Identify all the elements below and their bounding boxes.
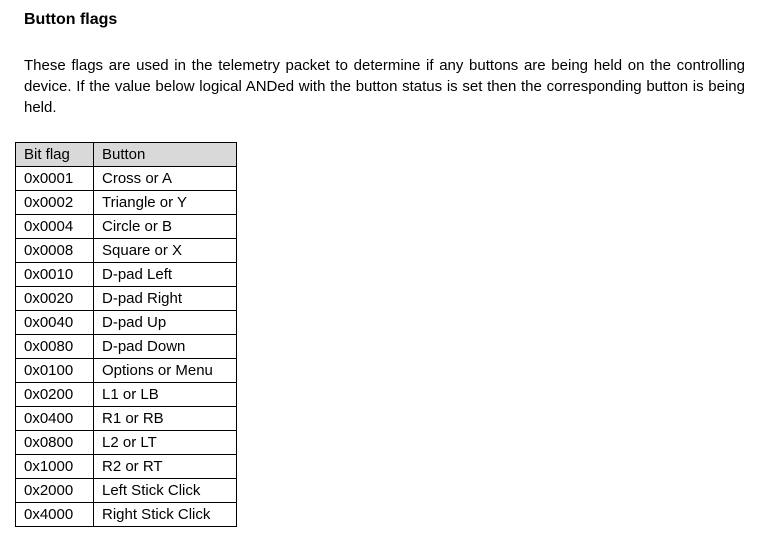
- bit-flag-cell: 0x0040: [16, 311, 94, 335]
- button-name-cell: D-pad Down: [94, 335, 237, 359]
- button-name-cell: Circle or B: [94, 215, 237, 239]
- button-name-cell: D-pad Right: [94, 287, 237, 311]
- button-name-cell: D-pad Up: [94, 311, 237, 335]
- bit-flag-cell: 0x0001: [16, 167, 94, 191]
- button-name-cell: Left Stick Click: [94, 479, 237, 503]
- table-row: [16, 335, 237, 359]
- button-flags-table: [15, 142, 237, 527]
- bit-flag-cell: 0x0002: [16, 191, 94, 215]
- bit-flag-cell: 0x0004: [16, 215, 94, 239]
- bit-flag-cell: 0x0100: [16, 359, 94, 383]
- bit-flag-cell: 0x0400: [16, 407, 94, 431]
- column-header-bit-flag: Bit flag: [16, 143, 94, 167]
- button-name-cell: Triangle or Y: [94, 191, 237, 215]
- table-row: [16, 263, 237, 287]
- button-name-cell: Cross or A: [94, 167, 237, 191]
- button-name-cell: Right Stick Click: [94, 503, 237, 527]
- table-row: [16, 383, 237, 407]
- button-name-cell: D-pad Left: [94, 263, 237, 287]
- table-header-row: [16, 143, 237, 167]
- bit-flag-cell: 0x0020: [16, 287, 94, 311]
- table-row: [16, 479, 237, 503]
- bit-flag-cell: 0x0200: [16, 383, 94, 407]
- bit-flag-cell: 0x0080: [16, 335, 94, 359]
- table-row: [16, 431, 237, 455]
- button-name-cell: L1 or LB: [94, 383, 237, 407]
- button-name-cell: Square or X: [94, 239, 237, 263]
- bit-flag-cell: 0x0010: [16, 263, 94, 287]
- table-row: [16, 191, 237, 215]
- bit-flag-cell: 0x1000: [16, 455, 94, 479]
- bit-flag-cell: 0x4000: [16, 503, 94, 527]
- table-row: [16, 287, 237, 311]
- button-name-cell: R2 or RT: [94, 455, 237, 479]
- table-row: [16, 239, 237, 263]
- table-row: [16, 407, 237, 431]
- table-row: [16, 311, 237, 335]
- table-row: [16, 359, 237, 383]
- table-row: [16, 215, 237, 239]
- button-name-cell: Options or Menu: [94, 359, 237, 383]
- table-row: [16, 455, 237, 479]
- table-row: [16, 167, 237, 191]
- button-name-cell: L2 or LT: [94, 431, 237, 455]
- table-row: [16, 503, 237, 527]
- description-paragraph: These flags are used in the telemetry packet to determine if any buttons are being held on the controlling device. If the value below logical ANDed with the button status is set then the corresponding button is being held.: [24, 57, 745, 116]
- column-header-button: Button: [94, 143, 237, 167]
- button-name-cell: R1 or RB: [94, 407, 237, 431]
- section-heading: Button flags: [24, 11, 118, 28]
- bit-flag-cell: 0x0800: [16, 431, 94, 455]
- bit-flag-cell: 0x2000: [16, 479, 94, 503]
- bit-flag-cell: 0x0008: [16, 239, 94, 263]
